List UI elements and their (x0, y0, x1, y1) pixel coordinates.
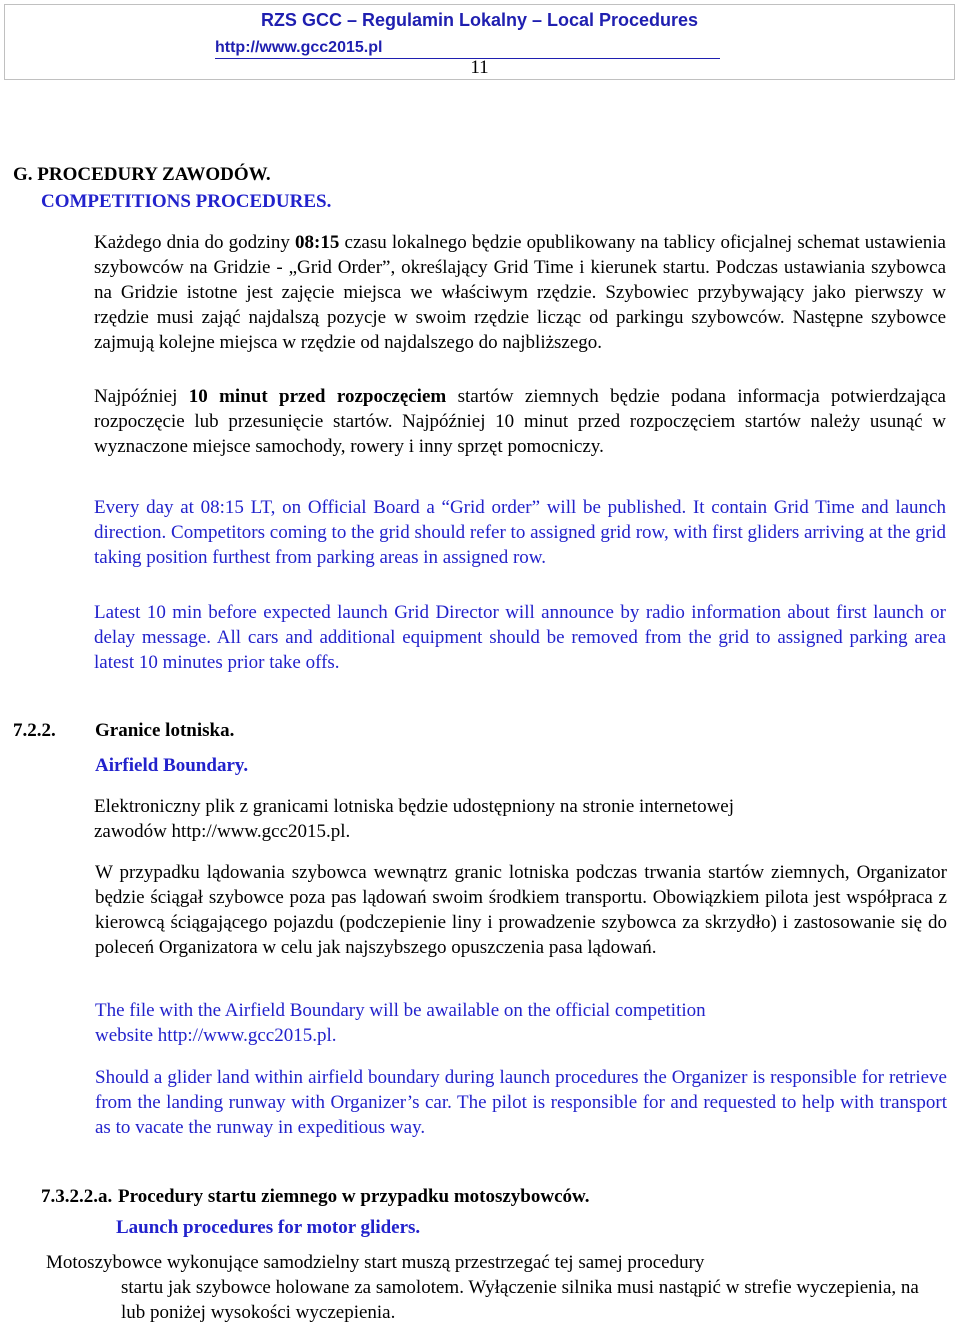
section-7322a-heading-pl: Procedury startu ziemnego w przypadku motoszybowców. (118, 1186, 590, 1207)
p2-text-a: Najpóźniej (94, 386, 189, 407)
section-7322a-paragraph-first-line: Motoszybowce wykonujące samodzielny start muszą przestrzegać tej samej procedury (46, 1252, 705, 1273)
section-722-paragraph-1: Elektroniczny plik z granicami lotniska będzie udostępniony na stronie internetowej zawodów http://www.gcc2015.pl. (94, 796, 735, 842)
p2-bold: 10 minut przed rozpoczęciem (188, 386, 447, 407)
section-722-heading-en: Airfield Boundary. (95, 755, 249, 776)
section-722-paragraph-3-en: The file with the Airfield Boundary will be awailable on the official competition website http://www.gcc2015.pl. (95, 1000, 706, 1046)
section-g-paragraph-2 (94, 384, 946, 459)
section-7322a-number: 7.3.2.2.a. (41, 1186, 113, 1207)
section-722-heading-pl: Granice lotniska. (95, 720, 235, 741)
section-722-paragraph-4-en: Should a glider land within airfield boundary during launch procedures the Organizer is responsible for retrieve from the landing runway with Organizer’s car. The pilot is responsible for and requested to help with transport as to vacate the runway in expeditious way. (95, 1067, 947, 1138)
p1-text-b: czasu lokalnego będzie opublikowany na tablicy oficjalnej schemat ustawienia szybowców na Gridzie - „Grid Order”, określający Grid Time i kierunek startu. Podczas ustawiania szybowca na Gridzie istotne jest zajęcie miejsca we właściwym rzędzie. Szybowiec przybywający jako pierwszy w rzędzie musi zająć najdalszą pozycje w swoim rzędzie licząc od parkingu szybowców. Następne szybowce zajmują kolejne miejsca w rzędzie od najdalszego do najbliższego. (94, 232, 946, 353)
page-number: 11 (470, 57, 489, 78)
header-url-row (215, 38, 725, 59)
header-url-link[interactable]: http://www.gcc2015.pl (215, 38, 720, 59)
p1-time: 08:15 (295, 232, 340, 253)
section-g-heading-pl: G. PROCEDURY ZAWODÓW. (13, 164, 271, 185)
section-g-paragraph-4-en: Latest 10 min before expected launch Grid Director will announce by radio information about first launch or delay message. All cars and additional equipment should be removed from the grid to assigned parking area latest 10 minutes prior take offs. (94, 602, 946, 673)
section-722-number: 7.2.2. (13, 720, 56, 741)
page-header (4, 4, 955, 80)
section-g-paragraph-3-en: Every day at 08:15 LT, on Official Board a “Grid order” will be published. It contain Grid Time and launch direction. Competitors coming to the grid should refer to assigned grid row, with first gliders arriving at the grid taking position furthest from parking areas in assigned row. (94, 497, 946, 568)
section-7322a-heading-en: Launch procedures for motor gliders. (116, 1217, 421, 1238)
p2-text-b: startów ziemnych będzie podana informacja potwierdzająca rozpoczęcie lub przesunięcie startów. Najpóźniej 10 minut przed rozpoczęciem startów należy usunąć w wyznaczone miejsce samochody, rowery i inny sprzęt pomocniczy. (94, 386, 946, 457)
section-722-paragraph-2: W przypadku lądowania szybowca wewnątrz granic lotniska podczas trwania startów ziemnych, Organizator będzie ściągał szybowce poza pas lądowań swoim środkiem transportu. Obowiązkiem pilota jest współpraca z kierowcą ściągającego pojazdu (podczepienie liny i prowadzenie szybowca za skrzydło) i zastosowanie się do poleceń Organizatora w celu jak najszybszego opuszczenia pasa lądowań. (95, 862, 947, 958)
section-g-paragraph-1 (94, 230, 946, 355)
header-title: RZS GCC – Regulamin Lokalny – Local Procedures (260, 10, 699, 30)
p1-text-a: Każdego dnia do godziny (94, 232, 296, 253)
section-7322a-paragraph-rest: startu jak szybowce holowane za samolotem. Wyłączenie silnika musi nastąpić w strefie wyczepienia, na lub poniżej wysokości wyczepienia. (121, 1277, 919, 1323)
section-g-heading-en: COMPETITIONS PROCEDURES. (41, 191, 332, 212)
